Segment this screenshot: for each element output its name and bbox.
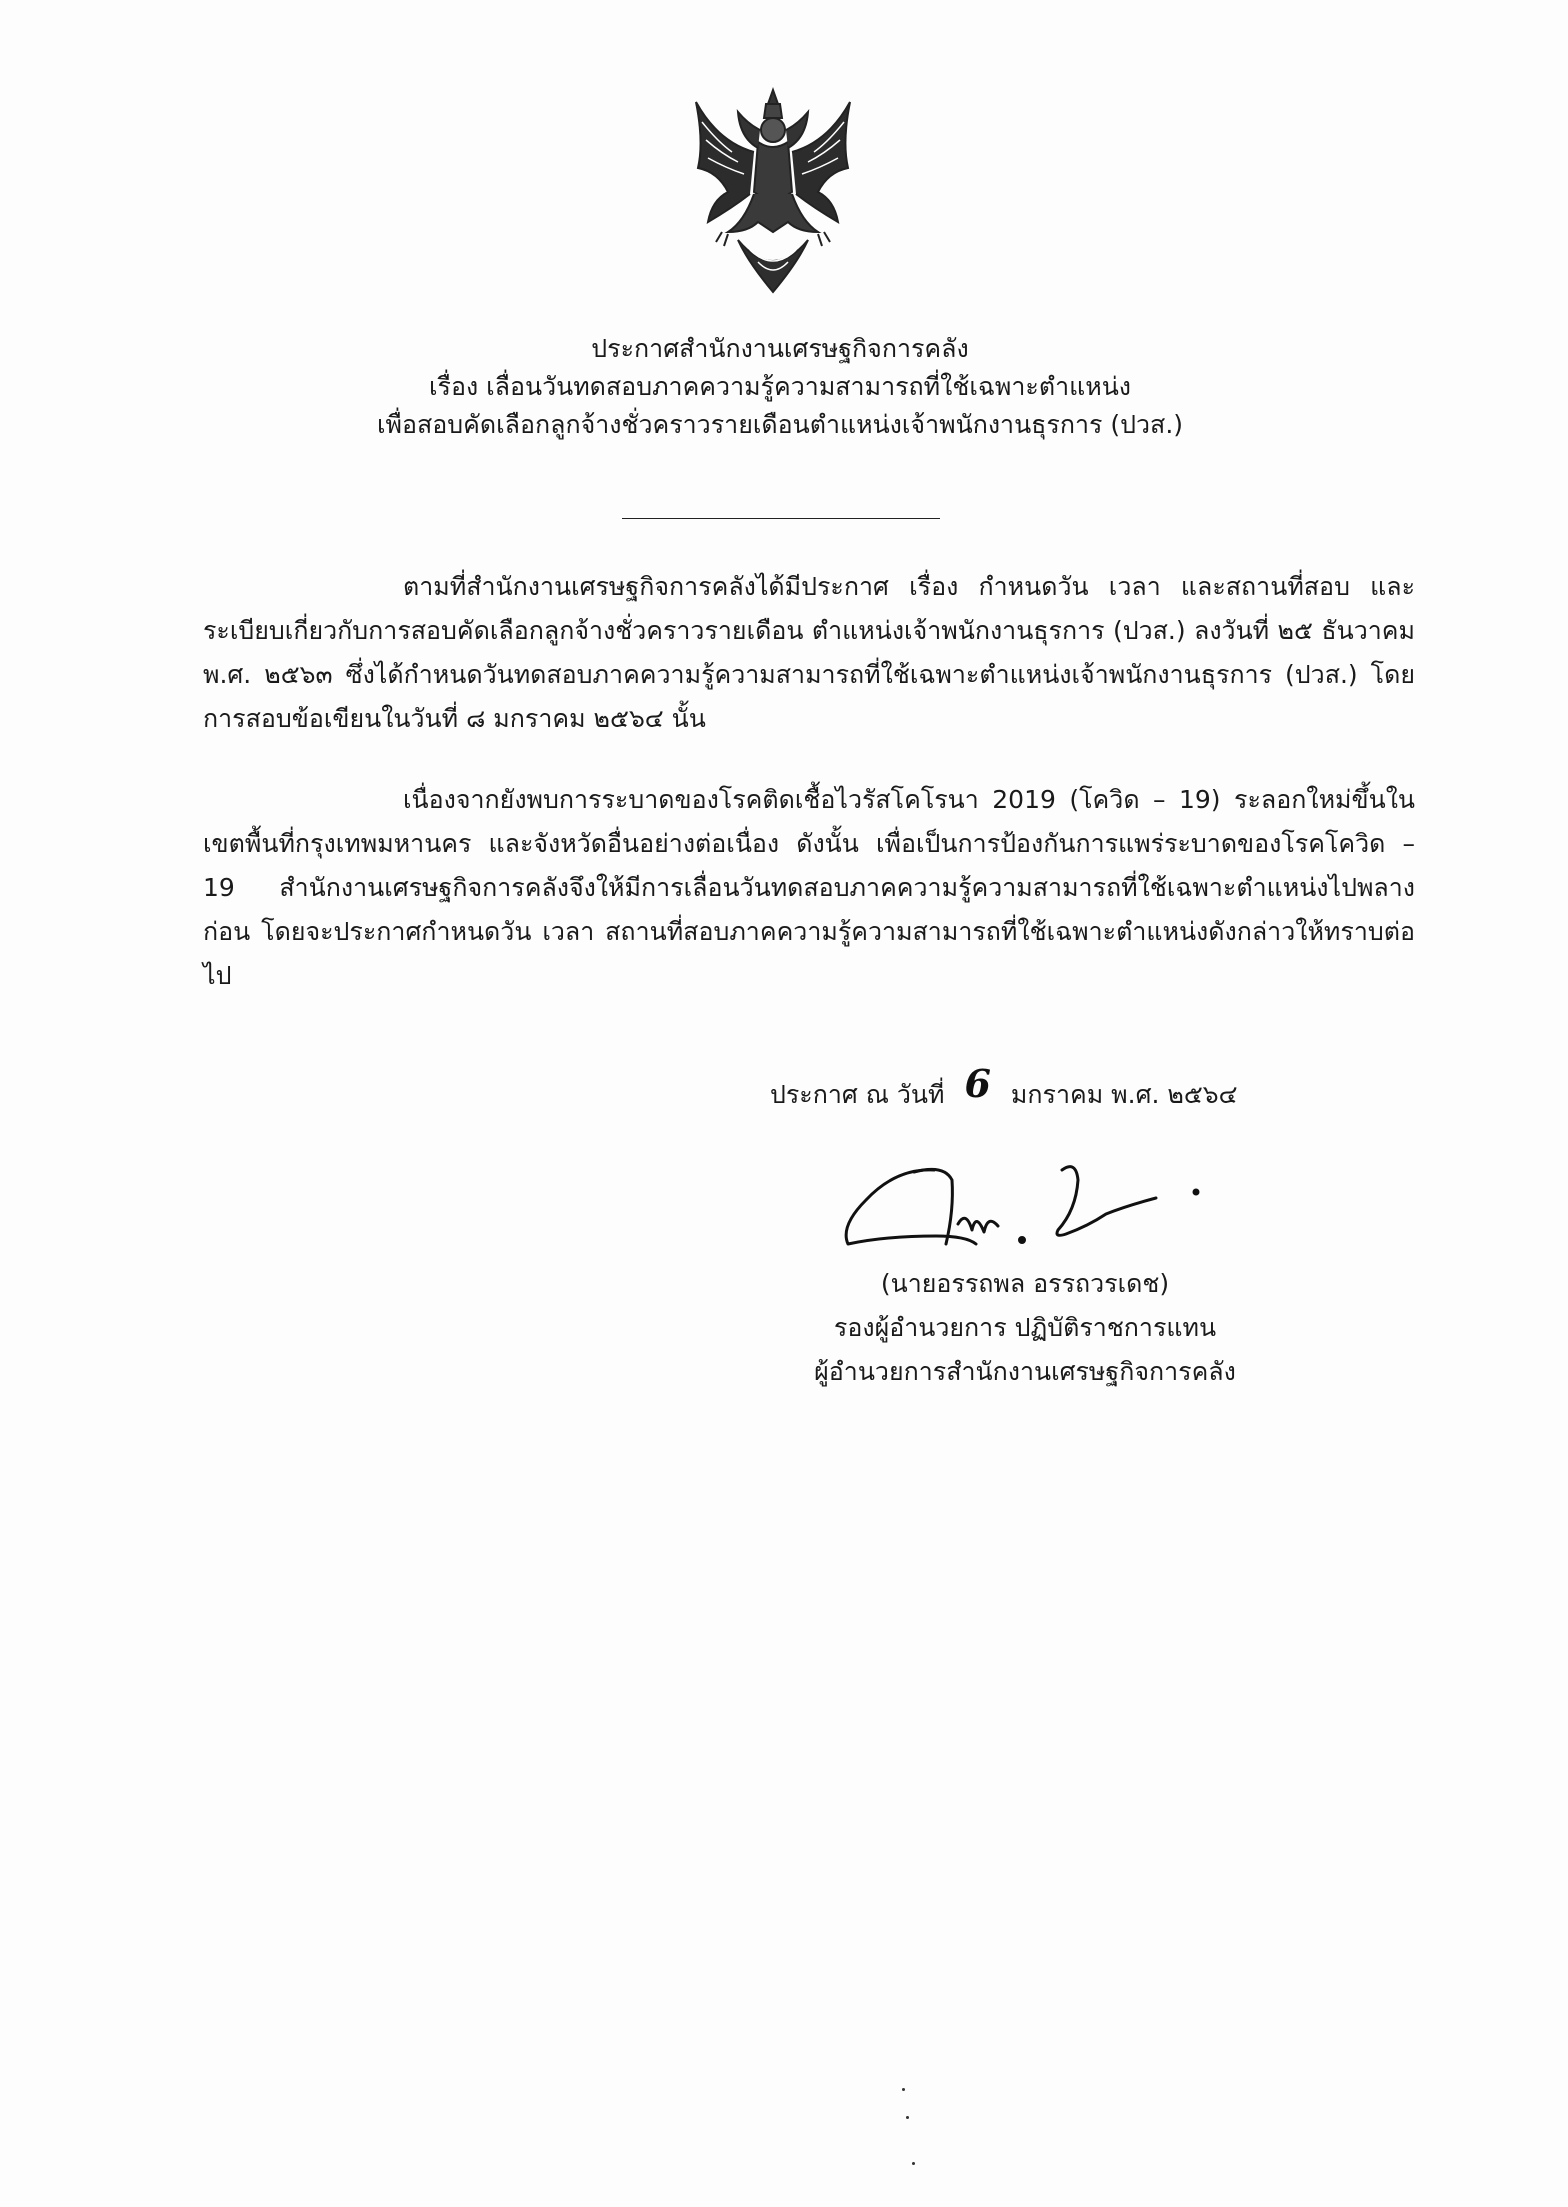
header-subject: เรื่อง เลื่อนวันทดสอบภาคความรู้ความสามารถที่ใช้เฉพาะตำแหน่ง — [428, 372, 1132, 401]
header-divider — [622, 518, 940, 519]
scan-speck — [906, 2116, 909, 2119]
header-subject-detail: เพื่อสอบคัดเลือกลูกจ้างชั่วคราวรายเดือนตำแหน่งเจ้าพนักงานธุรการ (ปวส.) — [376, 410, 1184, 439]
handwritten-signature — [826, 1140, 1246, 1280]
date-prefix: ประกาศ ณ วันที่ — [770, 1080, 945, 1109]
signer-acting-title: รองผู้อำนวยการ ปฏิบัติราชการแทน — [833, 1313, 1217, 1342]
scan-speck — [912, 2162, 915, 2165]
body-paragraph-2 — [203, 778, 1415, 998]
date-suffix: มกราคม พ.ศ. ๒๕๖๔ — [1010, 1080, 1238, 1109]
body-paragraph-1 — [203, 565, 1415, 741]
date-day-handwritten: 6 — [964, 1061, 991, 1106]
signer-block — [760, 1262, 1290, 1394]
garuda-emblem — [688, 82, 858, 297]
paragraph-2-text: เนื่องจากยังพบการระบาดของโรคติดเชื้อไวรัสโคโรนา 2019 (โควิด – 19) ระลอกใหม่ขึ้นในเขตพื้นที่กรุงเทพมหานคร และจังหวัดอื่นอย่างต่อเนื่อง ดังนั้น เพื่อเป็นการป้องกันการแพร่ระบาดของโรคโควิด – 19 สำนักงานเศรษฐกิจการคลังจึงให้มีการเลื่อนวันทดสอบภาคความรู้ความสามารถที่ใช้เฉพาะตำแหน่งไปพลางก่อน โดยจะประกาศกำหนดวัน เวลา สถานที่สอบภาคความรู้ความสามารถที่ใช้เฉพาะตำแหน่งดังกล่าวให้ทราบต่อไป — [203, 785, 1415, 990]
paragraph-1-text: ตามที่สำนักงานเศรษฐกิจการคลังได้มีประกาศ เรื่อง กำหนดวัน เวลา และสถานที่สอบ และระเบียบเกี่ยวกับการสอบคัดเลือกลูกจ้างชั่วคราวรายเดือน ตำแหน่งเจ้าพนักงานธุรการ (ปวส.) ลงวันที่ ๒๕ ธันวาคม พ.ศ. ๒๕๖๓ ซึ่งได้กำหนดวันทดสอบภาคความรู้ความสามารถที่ใช้เฉพาะตำแหน่งเจ้าพนักงานธุรการ (ปวส.) โดยการสอบข้อเขียนในวันที่ ๘ มกราคม ๒๕๖๔ นั้น — [203, 572, 1415, 733]
signer-office-title: ผู้อำนวยการสำนักงานเศรษฐกิจการคลัง — [814, 1357, 1236, 1386]
scan-speck — [902, 2088, 905, 2091]
signer-name: (นายอรรถพล อรรถวรเดช) — [880, 1269, 1170, 1298]
announcement-date — [770, 1061, 1238, 1115]
announcement-header — [200, 330, 1360, 444]
header-issuer: ประกาศสำนักงานเศรษฐกิจการคลัง — [591, 334, 969, 363]
